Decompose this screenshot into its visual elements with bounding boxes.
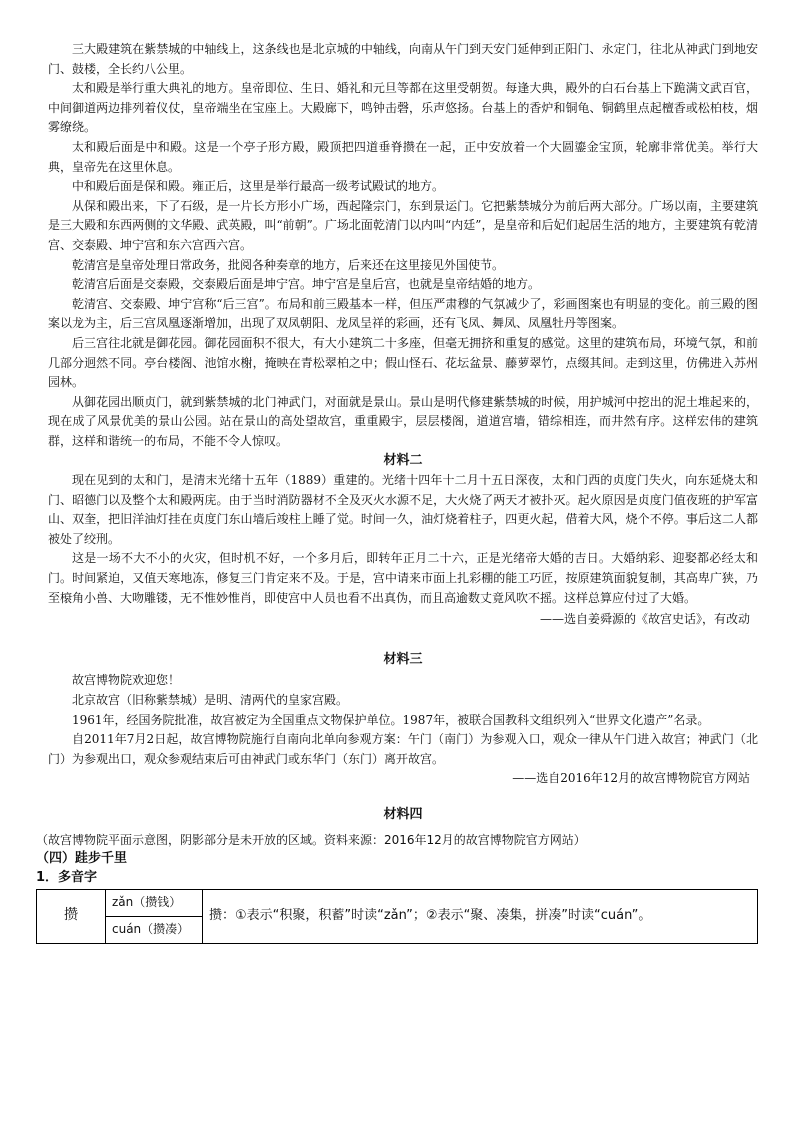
paragraph: 故宫博物院欢迎您！ bbox=[72, 673, 181, 688]
paragraph: 三大殿建筑在紫禁城的中轴线上，这条线也是北京城的中轴线，向南从午门到天安门延伸到正阳门、永定门，往北从神武门到地安门、鼓楼，全长约八公里。 bbox=[48, 42, 758, 76]
paragraph: 太和殿是举行重大典礼的地方。皇帝即位、生日、婚礼和元旦等都在这里受朝贺。每逢大典，殿外的白石台基上下跪满文武百官，中间御道两边排列着仪仗，皇帝端坐在宝座上。大殿廊下，鸣钟击磬，乐声悠扬。台基上的香炉和铜龟、铜鹤里点起檀香或松柏枝，烟雾缭绕。 bbox=[48, 81, 758, 135]
material-two-title: 材料二 bbox=[383, 453, 423, 469]
paragraph: 现在见到的太和门，是清末光绪十五年（1889）重建的。光绪十四年十二月十五日深夜，太和门西的贞度门失火，向东延烧太和门、昭德门以及整个太和殿两庑。由于当时消防器材不全及灭火水源不足，大火烧了两天才被扑灭。起火原因是贞度门值夜班的护军富山、双奎，把旧洋油灯挂在贞度门东山墙后竣柱上睡了觉。时间一久，油灯烧着柱子，四更火起，借着大风，烧个不停。事后这二人都被处了绞刑。 bbox=[48, 473, 758, 546]
paragraph: 自2011年7月2日起，故宫博物院施行自南向北单向参观方案：午门（南门）为参观入口，观众一律从午门进入故宫；神武门（北门）为参观出口，观众参观结束后可由神武门或东华门（东门）离开故宫。 bbox=[48, 732, 758, 766]
paragraph: 从保和殿出来，下了石级，是一片长方形小广场，西起隆宗门，东到景运门。它把紫禁城分为前后两大部分。广场以南，主要建筑是三大殿和东西两侧的文华殿、武英殿，叫“前朝”。广场北面乾清门以内叫“内廷”，是皇帝和后妃们起居生活的地方，主要建筑有乾清宫、交泰殿、坤宁宫和东六宫西六宫。 bbox=[48, 198, 758, 252]
polyphone-table bbox=[36, 889, 758, 944]
source-citation: ——选自2016年12月的故宫博物院官方网站 bbox=[512, 771, 750, 786]
material-three-title: 材料三 bbox=[383, 651, 423, 667]
reading-cell: zǎn（攒钱） bbox=[106, 889, 203, 916]
table-row bbox=[37, 889, 758, 916]
paragraph: 后三宫往北就是御花园。御花园面积不很大，有大小建筑二十多座，但毫无拥挤和重复的感觉。这里的建筑布局，环境气氛，和前几部分迥然不同。亭台楼阁、池馆水榭，掩映在青松翠柏之中；假山怪石、花坛盆景、藤萝翠竹，点缀其间。走到这里，仿佛进入苏州园林。 bbox=[48, 335, 758, 390]
material-three bbox=[48, 650, 758, 789]
paragraph: 1961年，经国务院批准，故宫被定为全国重点文物保护单位。1987年，被联合国教科文组织列入“世界文化遗产”名录。 bbox=[72, 712, 710, 727]
document-page bbox=[36, 40, 758, 944]
paragraph: 太和殿后面是中和殿。这是一个亭子形方殿，殿顶把四道垂脊攒在一起，正中安放着一个大圆鎏金宝顶，轮廓非常优美。举行大典，皇帝先在这里休息。 bbox=[48, 139, 758, 174]
paragraph: 北京故宫（旧称紫禁城）是明、清两代的皇家宫殿。 bbox=[72, 693, 349, 707]
material-one bbox=[48, 40, 758, 451]
source-citation: ——选自姜舜源的《故宫史话》，有改动 bbox=[539, 612, 750, 627]
section-title: （四）跬步千里 bbox=[36, 850, 128, 866]
explanation-cell: 攒：①表示“积聚，积蓄”时读“zǎn”；②表示“聚、凑集，拼凑”时读“cuán”。 bbox=[203, 889, 758, 943]
paragraph: 乾清宫、交泰殿、坤宁宫称“后三宫”。布局和前三殿基本一样，但压严肃穆的气氛减少了，彩画图案也有明显的变化。前三殿的图案以龙为主，后三宫凤凰逐渐增加，出现了双凤朝阳、龙凤呈祥的彩画，还有飞凤、舞凤、凤凰牡丹等图案。 bbox=[48, 296, 758, 331]
paragraph: 这是一场不大不小的火灾，但时机不好，一个多月后，即转年正月二十六，正是光绪帝大婚的吉日。大婚纳彩、迎娶都必经太和门。时间紧迫，又值天寒地冻，修复三门肯定来不及。于是，宫中请来市面上扎彩棚的能工巧匠，按原建筑面貌复制，其高卑广狭，乃至榱角小兽、大吻雕镂，无不惟妙惟肖，即使宫中人员也看不出真伪，而且高逾数丈竟风吹不摇。这样总算应付过了大婚。 bbox=[48, 551, 758, 605]
paragraph: 从御花园出顺贞门，就到紫禁城的北门神武门，对面就是景山。景山是明代修建紫禁城的时候，用护城河中挖出的泥土堆起来的，现在成了风景优美的景山公园。站在景山的高处望故宫，重重殿宇，层层楼阁，道道宫墙，错综相连，而井然有序。这样宏伟的建筑群，这样和谐统一的布局，不能不令人惊叹。 bbox=[48, 394, 758, 448]
paragraph: 乾清宫是皇帝处理日常政务，批阅各种奏章的地方，后来还在这里接见外国使节。 bbox=[72, 257, 505, 272]
paragraph: 乾清宫后面是交泰殿，交泰殿后面是坤宁宫。坤宁宫是皇后宫，也就是皇帝结婚的地方。 bbox=[72, 277, 541, 292]
polyphone-character: 攒 bbox=[37, 889, 106, 943]
material-four-title: 材料四 bbox=[383, 806, 423, 822]
reading-cell: cuán（攒凑） bbox=[106, 916, 203, 943]
subsection-title: 1．多音字 bbox=[36, 869, 98, 885]
map-caption: （故宫博物院平面示意图，阴影部分是未开放的区域。资料来源：2016年12月的故宫博物院官方网站） bbox=[36, 832, 586, 847]
material-four bbox=[36, 805, 758, 849]
paragraph: 中和殿后面是保和殿。雍正后，这里是举行最高一级考试殿试的地方。 bbox=[72, 179, 445, 194]
material-two bbox=[48, 451, 758, 629]
